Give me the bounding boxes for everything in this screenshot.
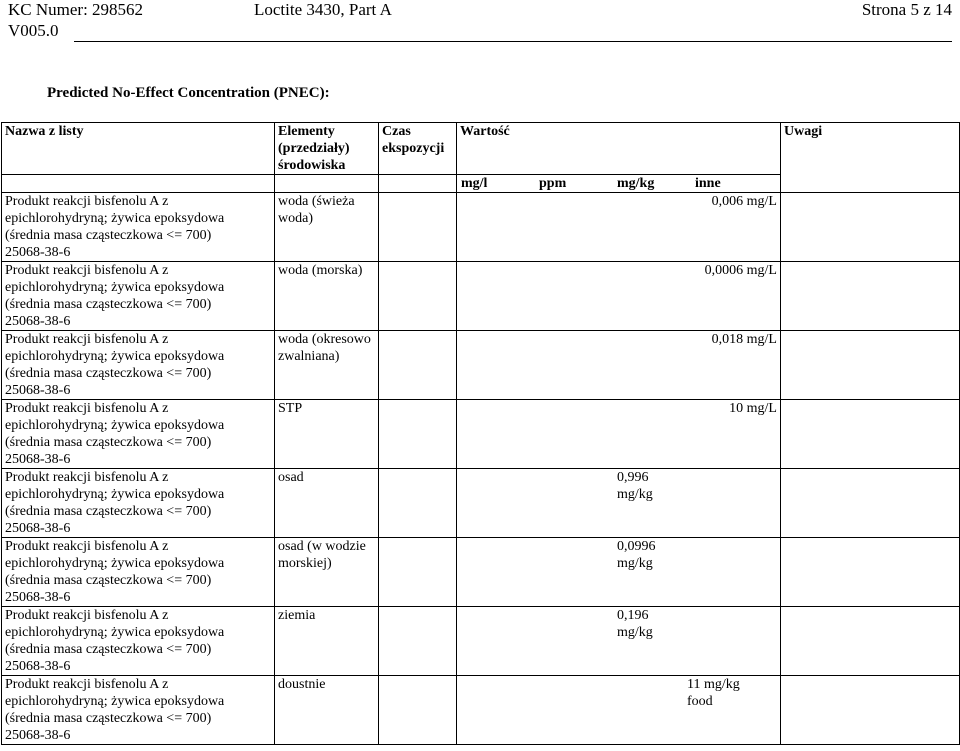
value-grid [460, 676, 777, 710]
remarks-cell [781, 538, 960, 607]
exposure-cell [379, 331, 457, 400]
value-grid [460, 538, 777, 572]
remarks-cell [781, 676, 960, 745]
compartment-cell: woda (morska) [275, 262, 379, 331]
exposure-cell [379, 676, 457, 745]
page-header [8, 0, 952, 20]
substance-cell: Produkt reakcji bisfenolu A z epichlorohydryną; żywica epoksydowa (średnia masa cząsteczkowa <= 700) 25068-38-6 [2, 676, 275, 745]
value-cell [457, 607, 781, 676]
value-cell [457, 469, 781, 538]
table-row [2, 331, 960, 400]
table-row [2, 607, 960, 676]
compartment-cell: osad [275, 469, 379, 538]
value-grid [460, 400, 777, 417]
substance-cell: Produkt reakcji bisfenolu A z epichlorohydryną; żywica epoksydowa (średnia masa cząsteczkowa <= 700) 25068-38-6 [2, 538, 275, 607]
compartment-cell: woda (okresowo zwalniana) [275, 331, 379, 400]
value-grid [460, 607, 777, 641]
subheader-empty [275, 175, 379, 193]
substance-cell: Produkt reakcji bisfenolu A z epichlorohydryną; żywica epoksydowa (średnia masa cząsteczkowa <= 700) 25068-38-6 [2, 331, 275, 400]
value-mg-kg: 0,0996 mg/kg [617, 539, 656, 571]
value-grid [460, 262, 777, 279]
column-header-remarks: Uwagi [781, 123, 960, 193]
version-label: V005.0 [8, 21, 59, 40]
value-mg-kg: 0,196 mg/kg [617, 608, 653, 640]
value-other: 11 mg/kg food [687, 677, 740, 709]
subheader-empty [379, 175, 457, 193]
pnec-table [1, 122, 960, 745]
column-header-name: Nazwa z listy [2, 123, 275, 175]
kc-number: KC Numer: 298562 [8, 0, 144, 19]
exposure-cell [379, 538, 457, 607]
value-grid [460, 193, 777, 210]
remarks-cell [781, 400, 960, 469]
unit-mg-kg: mg/kg [617, 176, 655, 191]
table-row [2, 538, 960, 607]
value-cell [457, 193, 781, 262]
remarks-cell [781, 262, 960, 331]
table-row [2, 193, 960, 262]
exposure-cell [379, 469, 457, 538]
substance-cell: Produkt reakcji bisfenolu A z epichlorohydryną; żywica epoksydowa (średnia masa cząsteczkowa <= 700) 25068-38-6 [2, 400, 275, 469]
product-name: Loctite 3430, Part A [254, 0, 392, 19]
table-row [2, 262, 960, 331]
exposure-cell [379, 400, 457, 469]
compartment-cell: osad (w wodzie morskiej) [275, 538, 379, 607]
value-other: 0,006 mg/L [711, 194, 777, 209]
value-other: 0,018 mg/L [711, 332, 777, 347]
value-other: 0,0006 mg/L [704, 263, 777, 278]
value-cell [457, 331, 781, 400]
substance-cell: Produkt reakcji bisfenolu A z epichlorohydryną; żywica epoksydowa (średnia masa cząsteczkowa <= 700) 25068-38-6 [2, 607, 275, 676]
exposure-cell [379, 607, 457, 676]
unit-mg-l: mg/l [461, 176, 488, 191]
compartment-cell: STP [275, 400, 379, 469]
value-mg-kg: 0,996 mg/kg [617, 470, 653, 502]
value-units-cell [457, 175, 781, 193]
value-cell [457, 400, 781, 469]
table-row [2, 400, 960, 469]
column-header-exposure: Czas ekspozycji [379, 123, 457, 175]
exposure-cell [379, 193, 457, 262]
remarks-cell [781, 331, 960, 400]
compartment-cell: ziemia [275, 607, 379, 676]
value-other: 10 mg/L [729, 401, 777, 416]
column-header-value: Wartość [457, 123, 781, 175]
compartment-cell: doustnie [275, 676, 379, 745]
remarks-cell [781, 469, 960, 538]
value-cell [457, 676, 781, 745]
table-row [2, 676, 960, 745]
column-header-compartment: Elementy (przedziały) środowiska [275, 123, 379, 175]
remarks-cell [781, 193, 960, 262]
value-cell [457, 538, 781, 607]
compartment-cell: woda (świeża woda) [275, 193, 379, 262]
unit-other: inne [695, 176, 721, 191]
value-grid [460, 331, 777, 348]
remarks-cell [781, 607, 960, 676]
subheader-empty [2, 175, 275, 193]
exposure-cell [379, 262, 457, 331]
header-divider [74, 41, 952, 42]
substance-cell: Produkt reakcji bisfenolu A z epichlorohydryną; żywica epoksydowa (średnia masa cząsteczkowa <= 700) 25068-38-6 [2, 193, 275, 262]
value-grid [460, 469, 777, 503]
table-row [2, 469, 960, 538]
substance-cell: Produkt reakcji bisfenolu A z epichlorohydryną; żywica epoksydowa (średnia masa cząsteczkowa <= 700) 25068-38-6 [2, 469, 275, 538]
page-number: Strona 5 z 14 [861, 0, 952, 19]
section-title: Predicted No-Effect Concentration (PNEC): [47, 85, 330, 101]
value-cell [457, 262, 781, 331]
unit-ppm: ppm [539, 176, 567, 191]
table-header-row [2, 123, 960, 175]
substance-cell: Produkt reakcji bisfenolu A z epichlorohydryną; żywica epoksydowa (średnia masa cząsteczkowa <= 700) 25068-38-6 [2, 262, 275, 331]
